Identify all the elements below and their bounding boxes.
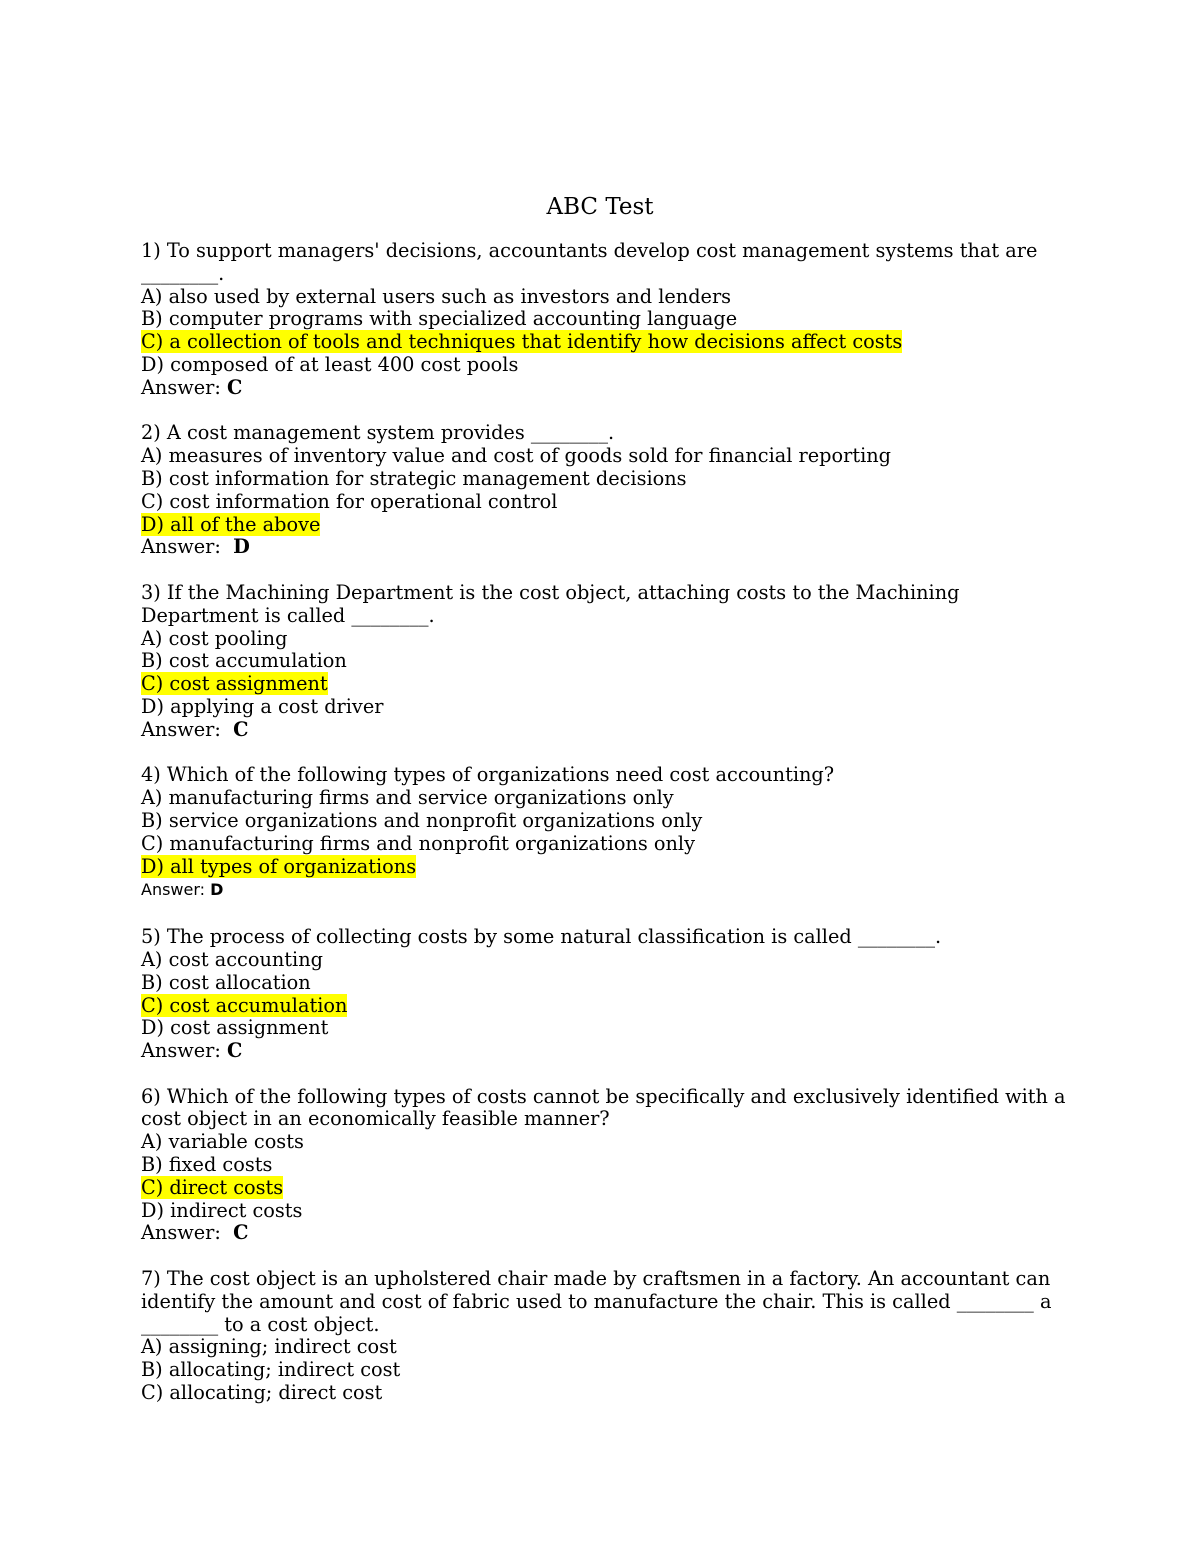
option-text: A) manufacturing firms and service organizations only [141,786,674,810]
option-text: D) applying a cost driver [141,694,384,718]
answer-option [141,286,1076,309]
answer-option [141,673,1076,696]
question-list [141,240,1076,1428]
answer-option [141,856,1076,879]
question-7 [141,1268,1076,1405]
highlighted-option-text: C) cost assignment [141,672,328,696]
option-text: B) allocating; indirect cost [141,1358,401,1382]
question-text: 7) The cost object is an upholstered chair made by craftsmen in a factory. An accountant can identify the amount and cost of fabric used to manufacture the chair. This is called ________ a ________ to a cost object. [141,1267,1058,1336]
option-text: C) cost information for operational control [141,489,558,513]
question-text: 1) To support managers' decisions, accountants develop cost management systems that are ________. [141,239,1044,285]
answer-option [141,354,1076,377]
option-text: A) also used by external users such as investors and lenders [141,284,732,308]
option-text: B) fixed costs [141,1153,273,1177]
answer-option [141,331,1076,354]
answer-option [141,445,1076,468]
answer-option [141,1154,1076,1177]
answer-option [141,972,1076,995]
question-4 [141,764,1076,903]
option-text: A) assigning; indirect cost [141,1335,397,1359]
answer-label: Answer: [141,1039,227,1063]
option-text: A) cost accounting [141,947,323,971]
answer-line [141,1222,1076,1245]
option-text: A) cost pooling [141,626,288,650]
question-6 [141,1086,1076,1246]
answer-option [141,1177,1076,1200]
option-text: B) cost accumulation [141,649,347,673]
answer-label: Answer: [141,717,234,741]
document-title: ABC Test [546,194,654,220]
answer-value: C [233,1221,249,1245]
answer-option [141,514,1076,537]
answer-option [141,1131,1076,1154]
highlighted-option-text: D) all types of organizations [141,854,417,878]
answer-value: C [227,1039,243,1063]
option-text: B) computer programs with specialized accounting language [141,307,738,331]
highlighted-option-text: D) all of the above [141,512,321,536]
answer-value: D [233,535,250,559]
option-text: B) service organizations and nonprofit organizations only [141,808,703,832]
highlighted-option-text: C) a collection of tools and techniques that identify how decisions affect costs [141,330,903,354]
answer-line [141,536,1076,559]
answer-option [141,468,1076,491]
answer-label: Answer: [141,535,234,559]
question-5 [141,926,1076,1063]
question-3 [141,582,1076,742]
question-1 [141,240,1076,400]
answer-option [141,696,1076,719]
option-text: D) composed of at least 400 cost pools [141,352,519,376]
answer-option [141,308,1076,331]
answer-option [141,650,1076,673]
answer-option [141,949,1076,972]
option-text: D) indirect costs [141,1198,303,1222]
answer-label: Answer: [141,375,227,399]
option-text: D) cost assignment [141,1016,329,1040]
answer-label: Answer: [141,880,211,900]
answer-label: Answer: [141,1221,234,1245]
answer-option [141,787,1076,810]
answer-option [141,1200,1076,1223]
answer-line [141,719,1076,742]
answer-option [141,628,1076,651]
question-text: 5) The process of collecting costs by some natural classification is called ________. [141,925,942,949]
answer-option [141,1359,1076,1382]
question-text: 6) Which of the following types of costs cannot be specifically and exclusively identified with a cost object in an economically feasible manner? [141,1084,1072,1131]
answer-value: C [227,375,243,399]
answer-option [141,1382,1076,1405]
highlighted-option-text: C) direct costs [141,1175,284,1199]
option-text: B) cost allocation [141,970,311,994]
answer-option [141,833,1076,856]
answer-value: C [233,717,249,741]
answer-line [141,1040,1076,1063]
option-text: C) manufacturing firms and nonprofit organizations only [141,831,695,855]
answer-line [141,377,1076,400]
answer-option [141,491,1076,514]
option-text: C) allocating; direct cost [141,1381,383,1405]
option-text: B) cost information for strategic management decisions [141,466,687,490]
question-text: 3) If the Machining Department is the cost object, attaching costs to the Machining Department is called ________. [141,580,966,627]
highlighted-option-text: C) cost accumulation [141,993,348,1017]
question-text: 2) A cost management system provides ________. [141,421,615,445]
answer-value: D [210,880,224,900]
option-text: A) measures of inventory value and cost of goods sold for financial reporting [141,444,892,468]
answer-option [141,810,1076,833]
answer-option [141,995,1076,1018]
answer-option [141,1336,1076,1359]
question-2 [141,422,1076,559]
answer-option [141,1017,1076,1040]
answer-line [141,877,1076,903]
option-text: A) variable costs [141,1130,304,1154]
question-text: 4) Which of the following types of organizations need cost accounting? [141,763,835,787]
